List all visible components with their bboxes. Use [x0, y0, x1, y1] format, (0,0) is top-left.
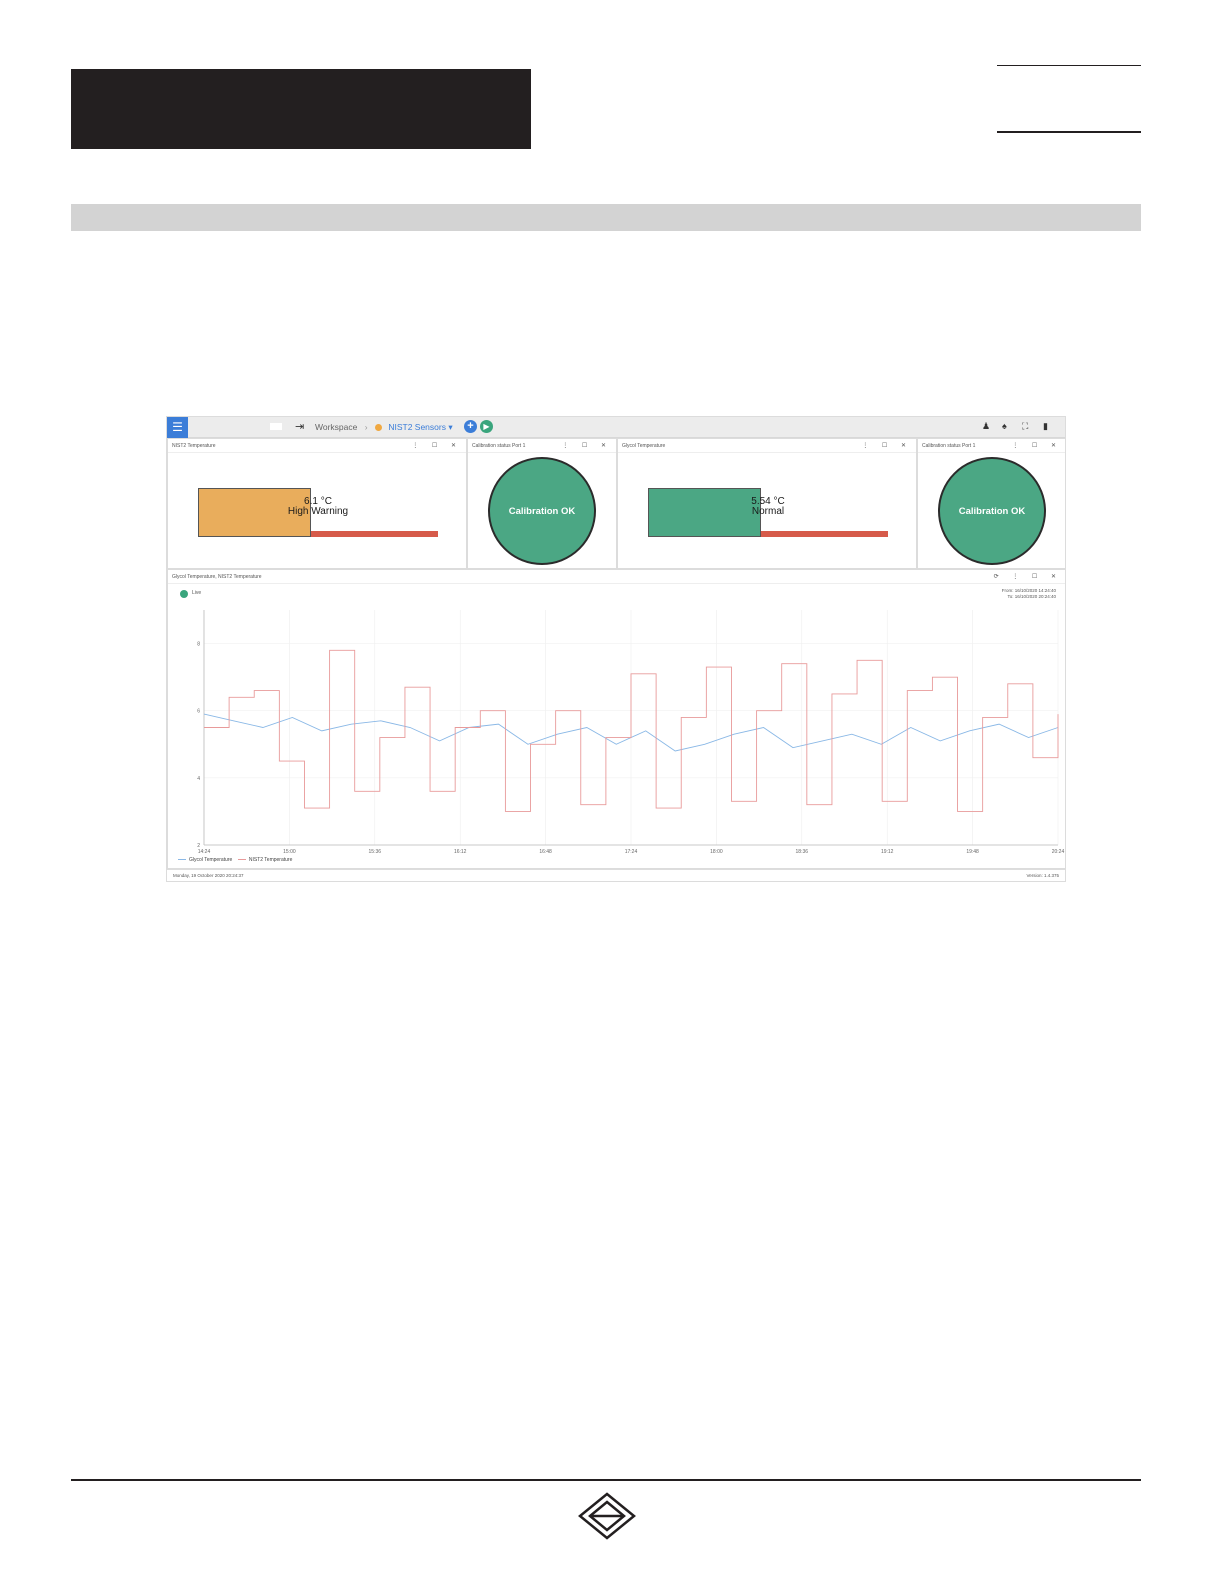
footer-rule [71, 1479, 1141, 1481]
temperature-chart-panel [167, 569, 1066, 869]
calibration-label: Calibration OK [508, 505, 576, 517]
diamond-logo-icon [578, 1492, 636, 1540]
legend-swatch-glycol [178, 859, 186, 860]
range-to: To: 16/10/2020 20:24:40 [1007, 594, 1056, 599]
top-bar [167, 417, 1066, 438]
calibration-ok-indicator [938, 457, 1046, 565]
panel-controls[interactable]: ⋮ ☐ ✕ [1012, 443, 1062, 449]
calibration-ok-indicator [488, 457, 596, 565]
breadcrumb-nist2-sensors[interactable]: NIST2 Sensors ▾ [388, 422, 453, 432]
calibration-label: Calibration OK [958, 505, 1026, 517]
x-tick-label: 19:48 [966, 849, 979, 855]
header-rule-top [997, 65, 1141, 66]
x-tick-label: 18:36 [795, 849, 809, 855]
panel-controls[interactable]: ⋮ ☐ ✕ [862, 443, 912, 449]
x-tick-label: 14:24 [197, 849, 211, 855]
x-tick-label: 18:00 [710, 849, 723, 855]
gauge-value: 5.54 °C [751, 496, 785, 507]
y-tick-label: 6 [197, 708, 200, 715]
hamburger-icon[interactable]: ☰ [167, 417, 188, 438]
y-tick-label: 8 [197, 641, 200, 648]
x-tick-label: 15:00 [283, 849, 296, 855]
legend-nist2[interactable]: NIST2 Temperature [248, 857, 293, 863]
x-tick-label: 19:12 [880, 849, 894, 855]
nist2-temperature-panel [167, 438, 467, 569]
sensor-dot-icon [375, 424, 382, 431]
user-icon[interactable]: ♟ [982, 421, 991, 431]
glycol-temperature-panel [617, 438, 917, 569]
panel-controls[interactable]: ⋮ ☐ ✕ [412, 443, 462, 449]
status-bar [167, 869, 1066, 882]
exit-icon[interactable]: ⇥ [295, 421, 305, 433]
panel-header [468, 439, 616, 453]
panel-header [918, 439, 1066, 453]
range-from: From: 16/10/2020 14:24:40 [1001, 588, 1056, 593]
status-datetime: Monday, 19 October 2020 20:24:37 [173, 873, 244, 878]
x-tick-label: 16:12 [453, 849, 467, 855]
temperature-line-chart [168, 570, 1066, 870]
breadcrumb-separator: › [364, 422, 368, 432]
breadcrumb-workspace[interactable]: Workspace [315, 422, 358, 432]
panel-title: Calibration status Port 1 [472, 443, 526, 449]
calibration-status-panel-1 [467, 438, 617, 569]
panel-title: Glycol Temperature [622, 443, 666, 449]
live-label: Live [192, 590, 202, 596]
x-tick-label: 16:48 [539, 849, 552, 855]
breadcrumb [315, 422, 453, 433]
x-tick-label: 20:24 [1051, 849, 1065, 855]
x-tick-label: 15:36 [368, 849, 382, 855]
logout-icon[interactable]: ▮ [1043, 421, 1048, 431]
gauge-value: 6.1 °C [304, 496, 332, 507]
panel-title: Glycol Temperature, NIST2 Temperature [172, 574, 262, 580]
x-tick-label: 17:24 [624, 849, 638, 855]
dashboard-screenshot [166, 416, 1066, 882]
status-version: Version: 1.4.375 [1026, 873, 1059, 878]
gauge-status: Normal [751, 506, 785, 517]
fullscreen-icon[interactable]: ⛶ [1022, 421, 1029, 431]
legend-glycol[interactable]: Glycol Temperature [189, 857, 233, 863]
panel-title: NIST2 Temperature [172, 443, 216, 449]
panel-title: Calibration status Port 1 [922, 443, 976, 449]
section-bar [71, 204, 1141, 231]
panel-controls[interactable]: ⟳ ⋮ ☐ ✕ [993, 574, 1062, 580]
calibration-status-panel-2 [917, 438, 1066, 569]
panel-header [168, 439, 466, 453]
gauge-status: High Warning [287, 506, 349, 517]
header-block [71, 69, 531, 149]
add-widget-button[interactable]: + [464, 420, 477, 433]
chart-legend [178, 857, 292, 863]
tab-placeholder [270, 423, 282, 430]
panel-header [618, 439, 916, 453]
live-play-button[interactable]: ▶ [480, 420, 493, 433]
bell-icon[interactable]: ♠ [1002, 421, 1007, 431]
y-tick-label: 4 [197, 775, 200, 782]
panel-controls[interactable]: ⋮ ☐ ✕ [562, 443, 612, 449]
legend-swatch-nist2 [238, 859, 246, 860]
y-tick-label: 2 [197, 843, 200, 849]
header-rule-bottom [997, 131, 1141, 133]
